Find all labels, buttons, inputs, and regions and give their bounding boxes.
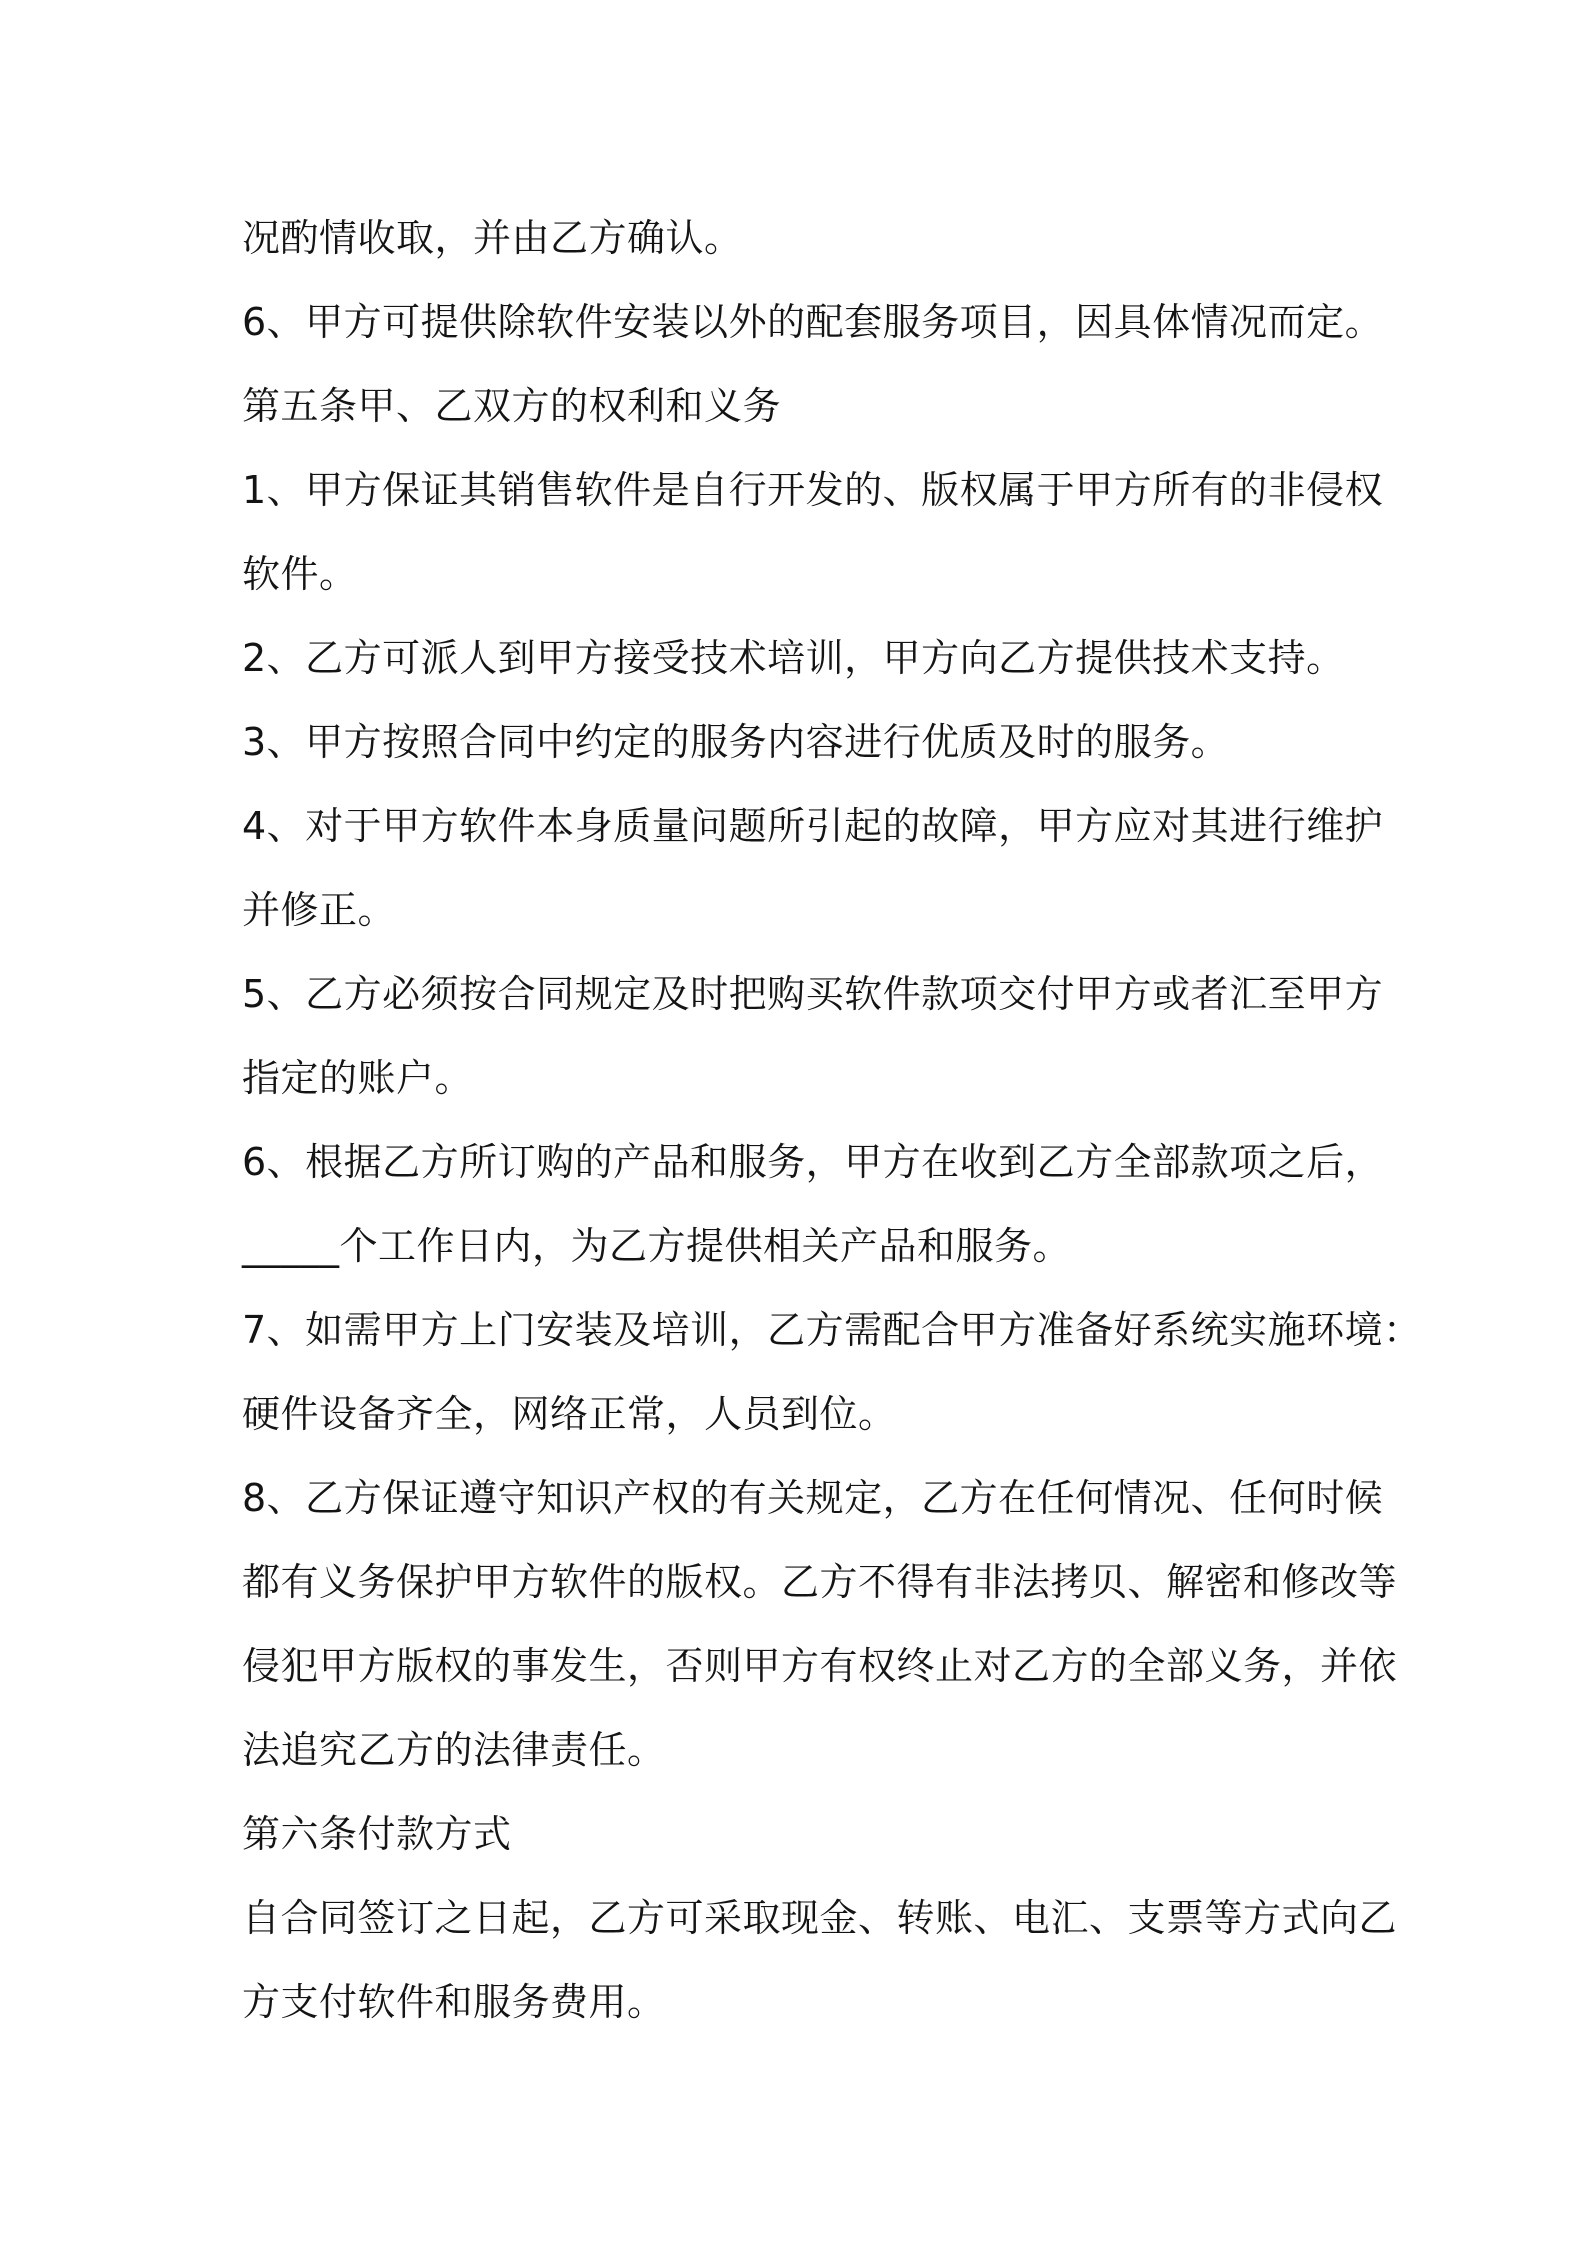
text-line: 自合同签订之日起，乙方可采取现金、转账、电汇、支票等方式向乙 [242,1896,1398,1940]
text-line: 硬件设备齐全，网络正常，人员到位。 [242,1392,897,1436]
text-line: 方支付软件和服务费用。 [242,1980,666,2024]
text-line: 6、根据乙方所订购的产品和服务，甲方在收到乙方全部款项之后， [242,1140,1384,1184]
text-line: 指定的账户。 [242,1056,474,1100]
text-line: 4、对于甲方软件本身质量问题所引起的故障，甲方应对其进行维护 [242,804,1384,848]
text-line: 7、如需甲方上门安装及培训，乙方需配合甲方准备好系统实施环境： [242,1308,1422,1352]
text-line: 6、甲方可提供除软件安装以外的配套服务项目，因具体情况而定。 [242,300,1384,344]
text-line: 1、甲方保证其销售软件是自行开发的、版权属于甲方所有的非侵权 [242,468,1384,512]
text-line: 8、乙方保证遵守知识产权的有关规定，乙方在任何情况、任何时候 [242,1476,1384,1520]
text-line: 都有义务保护甲方软件的版权。乙方不得有非法拷贝、解密和修改等 [242,1560,1398,1604]
text-line: 侵犯甲方版权的事发生，否则甲方有权终止对乙方的全部义务，并依 [242,1644,1398,1688]
text-line: 法追究乙方的法律责任。 [242,1728,666,1772]
document-body [242,196,1422,2044]
section-heading: 第五条甲、乙双方的权利和义务 [242,384,782,428]
text-line: 5、乙方必须按合同规定及时把购买软件款项交付甲方或者汇至甲方 [242,972,1384,1016]
text-line: 况酌情收取，并由乙方确认。 [242,216,743,260]
text-line: 软件。 [242,552,358,596]
text-line: 3、甲方按照合同中约定的服务内容进行优质及时的服务。 [242,720,1230,764]
section-heading: 第六条付款方式 [242,1812,512,1856]
text-line: _____个工作日内，为乙方提供相关产品和服务。 [242,1224,1072,1268]
text-line: 并修正。 [242,888,397,932]
text-line: 2、乙方可派人到甲方接受技术培训，甲方向乙方提供技术支持。 [242,636,1345,680]
